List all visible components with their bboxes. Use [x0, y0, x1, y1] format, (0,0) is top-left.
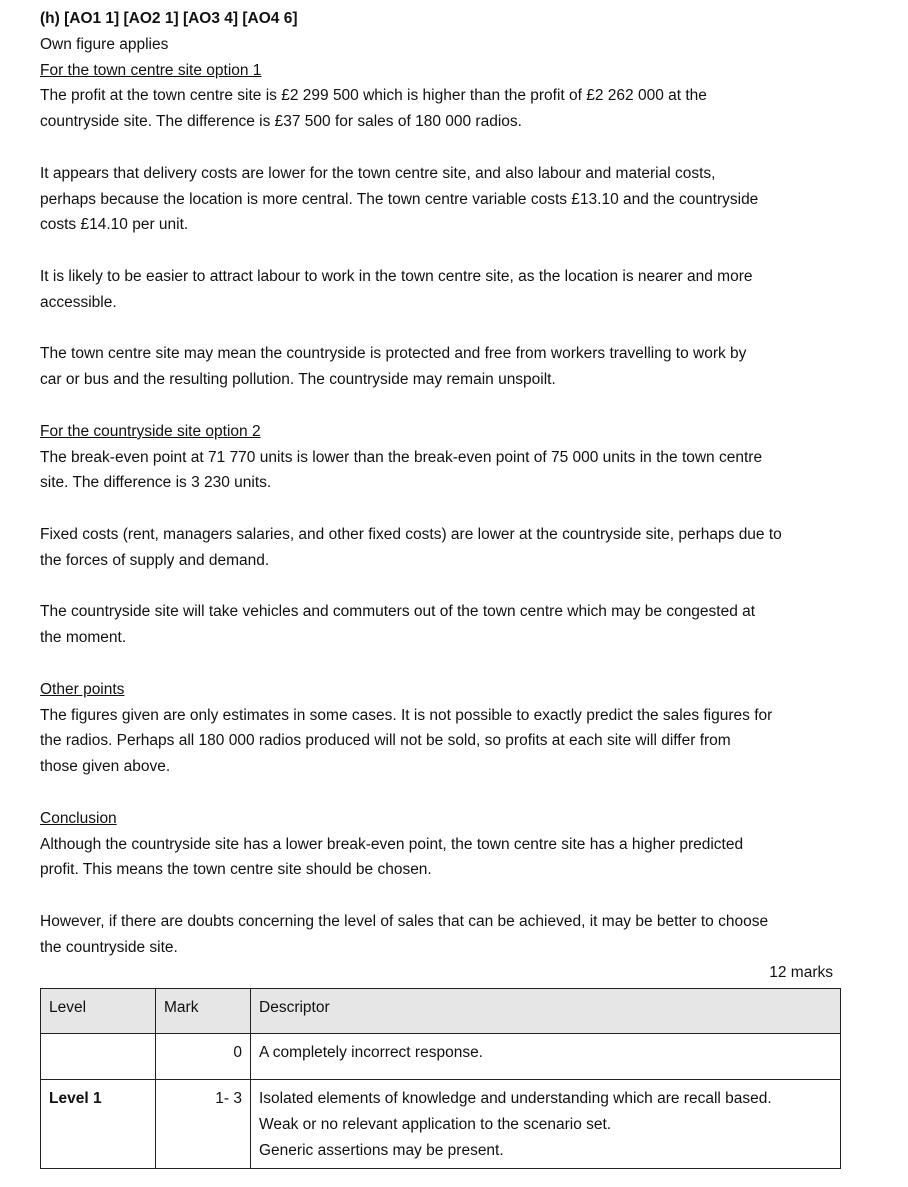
- text-line: those given above.: [40, 758, 171, 776]
- text-line: The break-even point at 71 770 units is lower than the break-even point of 75 000 units in the town centre: [40, 448, 763, 466]
- text-line: However, if there are doubts concerning the level of sales that can be achieved, it may be better to choose: [40, 912, 769, 930]
- intro-note: Own figure applies: [40, 35, 169, 53]
- paragraph: [40, 909, 850, 961]
- text-line: countryside site. The difference is £37 500 for sales of 180 000 radios.: [40, 113, 522, 131]
- text-line: The town centre site may mean the countryside is protected and free from workers travelling to work by: [40, 345, 747, 363]
- text-line: the moment.: [40, 629, 127, 647]
- descriptor-line: Weak or no relevant application to the scenario set.: [259, 1116, 612, 1134]
- text-line: Fixed costs (rent, managers salaries, and other fixed costs) are lower at the countryside site, perhaps due to: [40, 525, 782, 543]
- table-header-row: [41, 989, 841, 1034]
- section-title: For the countryside site option 2: [40, 422, 261, 440]
- row-level: Level 1: [41, 1080, 156, 1168]
- section-countryside: [40, 419, 850, 651]
- section-title: Conclusion: [40, 809, 117, 827]
- row-descriptor: [251, 1034, 841, 1080]
- text-line: site. The difference is 3 230 units.: [40, 474, 272, 492]
- text-line: The countryside site will take vehicles and commuters out of the town centre which may be congested at: [40, 603, 756, 621]
- row-mark: 0: [156, 1034, 251, 1080]
- text-line: the forces of supply and demand.: [40, 551, 270, 569]
- text-line: The profit at the town centre site is £2 299 500 which is higher than the profit of £2 262 000 at the: [40, 87, 707, 105]
- table-row: [41, 1080, 841, 1168]
- paragraph: [40, 264, 850, 316]
- paragraph: [40, 832, 850, 884]
- paragraph: [40, 522, 850, 574]
- row-level: [41, 1034, 156, 1080]
- paragraph: [40, 599, 850, 651]
- text-line: costs £14.10 per unit.: [40, 216, 189, 234]
- section-title: Other points: [40, 680, 125, 698]
- section-title: For the town centre site option 1: [40, 61, 262, 79]
- marks-label: 12 marks: [769, 964, 833, 982]
- descriptor-line: A completely incorrect response.: [259, 1044, 483, 1062]
- row-descriptor: [251, 1080, 841, 1168]
- section-conclusion: [40, 806, 850, 961]
- table-row: [41, 1034, 841, 1080]
- row-mark: 1- 3: [156, 1080, 251, 1168]
- text-line: Although the countryside site has a lower break-even point, the town centre site has a higher predicted: [40, 835, 744, 853]
- header-level: Level: [41, 989, 156, 1034]
- paragraph: [40, 161, 850, 238]
- section-town-centre: [40, 58, 850, 393]
- text-line: It is likely to be easier to attract labour to work in the town centre site, as the location is nearer and more: [40, 267, 753, 285]
- text-line: car or bus and the resulting pollution. The countryside may remain unspoilt.: [40, 371, 556, 389]
- descriptor-line: Isolated elements of knowledge and understanding which are recall based.: [259, 1090, 772, 1108]
- level-descriptor-table: [40, 988, 841, 1168]
- section-other-points: [40, 677, 850, 780]
- text-line: the radios. Perhaps all 180 000 radios produced will not be sold, so profits at each site will differ from: [40, 732, 731, 750]
- header-mark: Mark: [156, 989, 251, 1034]
- text-line: The figures given are only estimates in some cases. It is not possible to exactly predict the sales figures for: [40, 706, 773, 724]
- question-heading: (h) [AO1 1] [AO2 1] [AO3 4] [AO4 6]: [40, 10, 298, 27]
- text-line: the countryside site.: [40, 938, 178, 956]
- text-line: It appears that delivery costs are lower for the town centre site, and also labour and material costs,: [40, 164, 716, 182]
- mark-scheme-page: [40, 6, 850, 1169]
- paragraph: [40, 703, 850, 780]
- paragraph: [40, 445, 850, 497]
- header-descriptor: Descriptor: [251, 989, 841, 1034]
- descriptor-line: Generic assertions may be present.: [259, 1141, 504, 1159]
- text-line: profit. This means the town centre site should be chosen.: [40, 861, 432, 879]
- text-line: accessible.: [40, 293, 117, 311]
- text-line: perhaps because the location is more central. The town centre variable costs £13.10 and the countryside: [40, 190, 759, 208]
- paragraph: [40, 83, 850, 135]
- paragraph: [40, 341, 850, 393]
